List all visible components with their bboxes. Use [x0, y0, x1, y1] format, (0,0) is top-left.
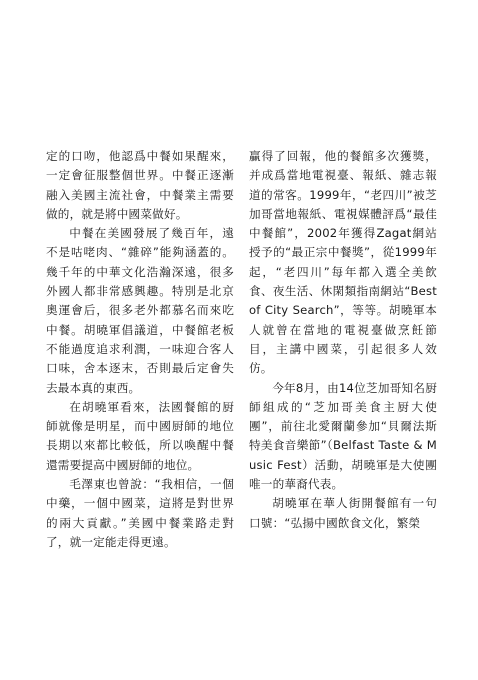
left-column	[46, 147, 234, 552]
paragraph: 胡曉軍在華人街開餐館有一句口號：“弘揚中國飲食文化，繁榮	[249, 496, 437, 530]
paragraph: 定的口吻，他認爲中餐如果醒來，一定會征服整個世界。中餐正逐漸融入美國主流社會，中餐業主需要做的，就是將中國菜做好。	[46, 149, 234, 221]
paragraph: 中餐在美國發展了幾百年，遠不是咕咾肉、“雜碎”能夠涵蓋的。幾千年的中華文化浩瀚深遠，很多外國人都非常感興趣。特別是北京奧運會后，很多老外都慕名而來吃中餐。胡曉軍倡議道，中餐館老板不能過度追求利潤，一味迎合客人口味，舍本逐末，否則最后定會失去最本真的東西。	[46, 226, 234, 395]
paragraph: 毛澤東也曾說：“我相信，一個中藥，一個中國菜，這將是對世界的兩大貢獻。”美國中餐業路走對了，就一定能走得更遠。	[46, 477, 234, 549]
paragraph: 贏得了回報，他的餐館多次獲獎，并成爲當地電視臺、報紙、雜志報道的常客。1999年，“老四川”被芝加哥當地報紙、電視媒體評爲“最佳中餐館”，2002年獲得Zagat網站授予的“最正宗中餐獎”，從1999年起，“老四川”每年都入選全美飲食、夜生活、休閑類指南網站“Best of City Search”，等等。胡曉軍本人就曾在當地的電視臺做烹飪節目，主講中國菜，引起很多人效仿。	[249, 149, 437, 376]
paragraph: 在胡曉軍看來，法國餐館的厨師就像是明星，而中國厨師的地位長期以來都比較低，所以喚醒中餐還需要提高中國厨師的地位。	[46, 399, 234, 472]
paragraph: 今年8月，由14位芝加哥知名厨師組成的“芝加哥美食主厨大使團”，前往北愛爾蘭參加“貝爾法斯特美食音樂節”（Belfast Taste & Music Fest）活動，胡曉軍是大使團唯一的華裔代表。	[249, 380, 437, 492]
right-column	[249, 147, 437, 533]
